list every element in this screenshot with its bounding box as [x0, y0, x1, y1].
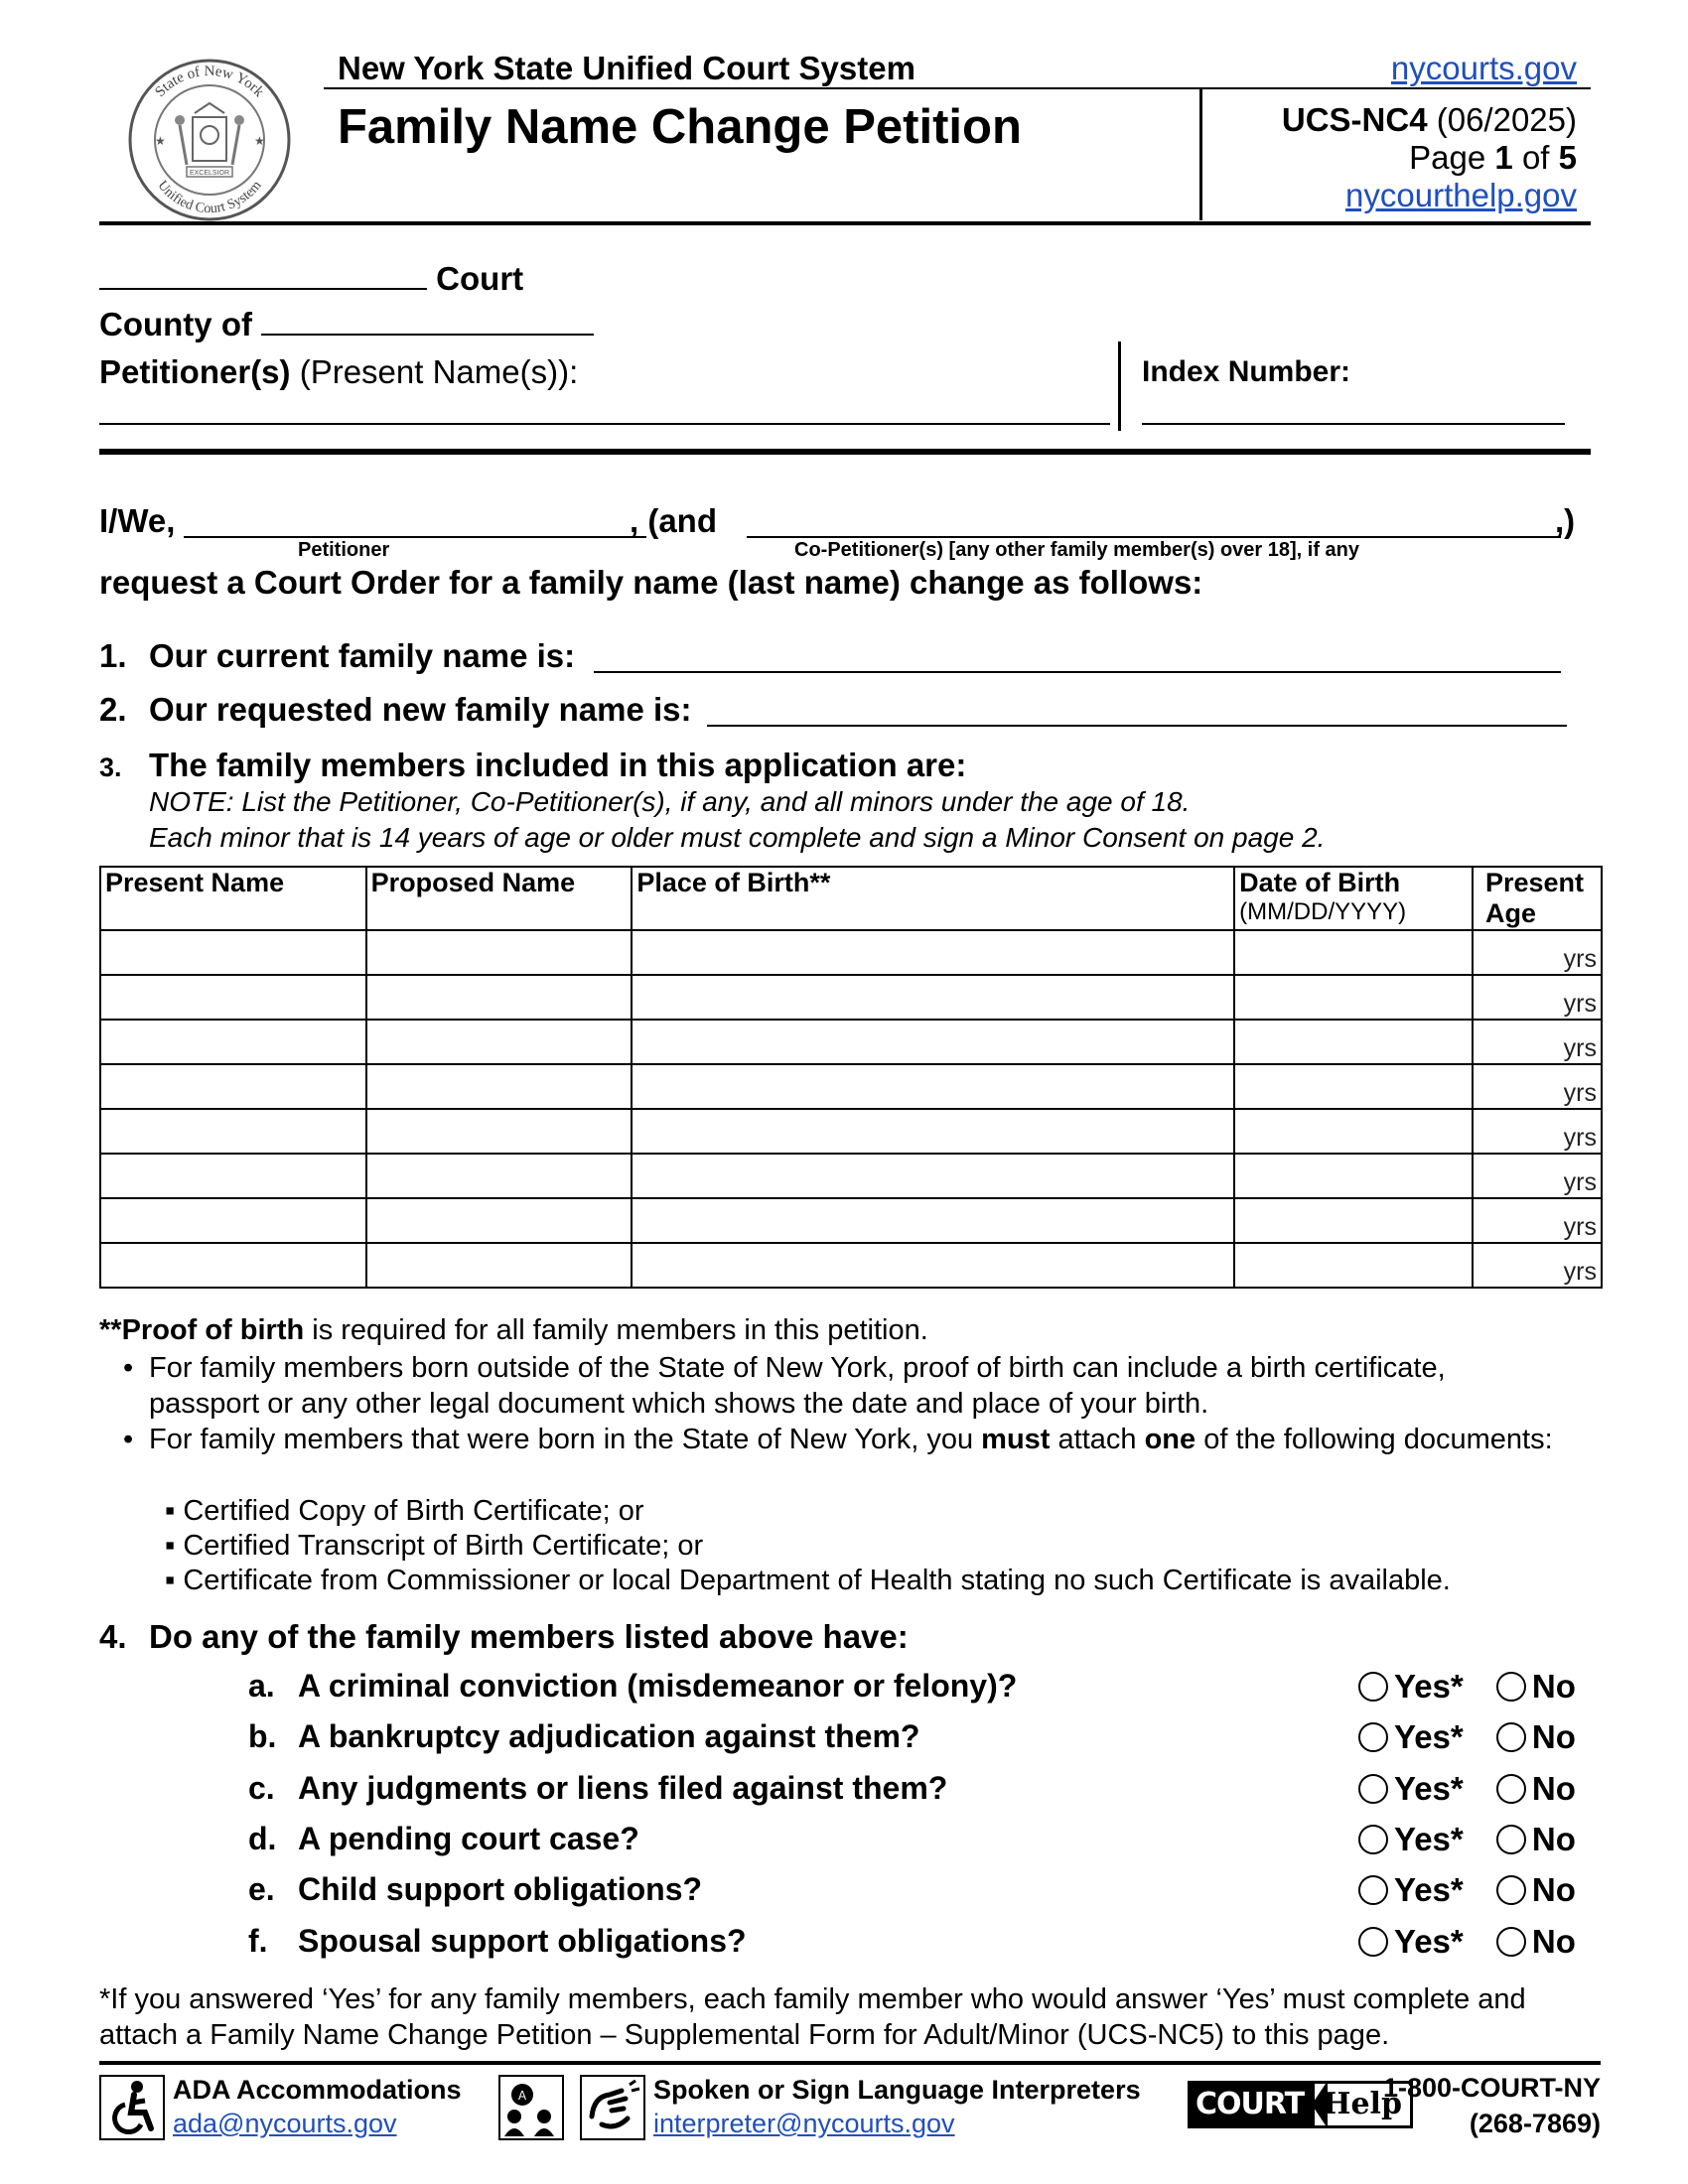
new-family-name-field[interactable]	[707, 725, 1567, 727]
q2-number: 2.	[99, 691, 127, 728]
col-date-of-birth: Date of Birth (MM/DD/YYYY)	[1234, 867, 1473, 930]
proposed-name-cell[interactable]	[366, 1109, 633, 1154]
age-cell[interactable]: yrs	[1473, 1109, 1602, 1154]
q4d-letter: d.	[248, 1821, 277, 1856]
proof-of-birth-lead: **Proof of birth is required for all family members in this petition.	[99, 1314, 928, 1346]
yes-footnote: *If you answered ‘Yes’ for any family members, each family member who would answer ‘Yes’ must complete and attach a Family Name Change Petition – Supplemental Form for Adult/Minor (UCS-NC5) to this page.	[99, 1983, 1526, 2051]
q4a-options	[1358, 1668, 1576, 1706]
place-of-birth-cell[interactable]	[632, 930, 1234, 975]
date-of-birth-cell[interactable]	[1234, 1243, 1473, 1288]
q4e-options	[1358, 1871, 1576, 1909]
sign-language-icon	[580, 2075, 645, 2140]
org-name: New York State Unified Court System	[338, 50, 915, 86]
current-family-name-field[interactable]	[594, 671, 1561, 673]
ada-title: ADA Accommodations	[173, 2075, 462, 2105]
interpreter-email-link[interactable]: interpreter@nycourts.gov	[653, 2109, 955, 2138]
table-row	[100, 975, 1602, 1020]
q3-note-2: Each minor that is 14 years of age or older must complete and sign a Minor Consent on page 2.	[149, 822, 1326, 853]
q3-note-1: NOTE: List the Petitioner, Co-Petitioner(s), if any, and all minors under the age of 18.	[149, 786, 1191, 817]
table-row	[100, 1154, 1602, 1198]
present-name-cell[interactable]	[100, 1109, 366, 1154]
index-number-label: Index Number:	[1142, 355, 1351, 388]
proposed-name-cell[interactable]	[366, 1243, 633, 1288]
petitioner-field[interactable]	[184, 536, 646, 538]
page-number: Page 1 of 5	[1409, 139, 1577, 176]
place-of-birth-cell[interactable]	[632, 1154, 1234, 1198]
footer-rule	[99, 2061, 1601, 2065]
proposed-name-cell[interactable]	[366, 1154, 633, 1198]
q3-number: 3.	[99, 752, 122, 782]
form-date: (06/2025)	[1436, 101, 1577, 138]
court-phone-number: (268-7869)	[1469, 2109, 1601, 2138]
and-label: , (and	[630, 502, 717, 539]
proof-subitem-1: ▪ Certified Copy of Birth Certificate; or	[165, 1495, 644, 1527]
present-name-cell[interactable]	[100, 930, 366, 975]
q4b-yes-radio[interactable]: Yes*	[1358, 1718, 1464, 1755]
proposed-name-cell[interactable]	[366, 1198, 633, 1243]
q4a-no-radio[interactable]: No	[1496, 1668, 1576, 1705]
header-rule	[99, 221, 1591, 225]
close-paren: ,)	[1555, 502, 1576, 539]
court-phone: 1-800-COURT-NY	[1382, 2073, 1601, 2103]
q4d-question: A pending court case?	[298, 1821, 639, 1856]
q4e-question: Child support obligations?	[298, 1871, 703, 1907]
caption-rule	[99, 449, 1591, 455]
age-cell[interactable]: yrs	[1473, 1020, 1602, 1064]
age-cell[interactable]: yrs	[1473, 1198, 1602, 1243]
index-number-field[interactable]	[1142, 423, 1565, 425]
age-cell[interactable]: yrs	[1473, 1243, 1602, 1288]
age-cell[interactable]: yrs	[1473, 930, 1602, 975]
age-cell[interactable]: yrs	[1473, 975, 1602, 1020]
present-name-cell[interactable]	[100, 1243, 366, 1288]
courthelp-logo-left: COURT	[1188, 2081, 1312, 2128]
proof-subitem-2: ▪ Certified Transcript of Birth Certificate; or	[165, 1530, 704, 1562]
place-of-birth-cell[interactable]	[632, 1020, 1234, 1064]
form-id	[1282, 101, 1577, 139]
court-name-field[interactable]	[99, 258, 427, 290]
age-cell[interactable]: yrs	[1473, 1064, 1602, 1109]
date-of-birth-cell[interactable]	[1234, 1154, 1473, 1198]
family-members-table	[99, 866, 1603, 1289]
proof-subitem-3: ▪ Certificate from Commissioner or local Department of Health stating no such Certificate is available.	[165, 1565, 1451, 1596]
caption-divider	[1118, 341, 1121, 431]
col-present-name: Present Name	[100, 867, 366, 930]
date-of-birth-cell[interactable]	[1234, 1064, 1473, 1109]
place-of-birth-cell[interactable]	[632, 1109, 1234, 1154]
date-of-birth-cell[interactable]	[1234, 1198, 1473, 1243]
court-seal	[125, 56, 294, 224]
interpreter-title: Spoken or Sign Language Interpreters	[653, 2075, 1141, 2105]
interpreter-icon	[498, 2075, 564, 2140]
seal-text-top: State of New York	[152, 63, 267, 101]
age-cell[interactable]: yrs	[1473, 1154, 1602, 1198]
petitioner-label: Petitioner(s)	[99, 353, 291, 390]
q4b-letter: b.	[248, 1718, 277, 1754]
q1-label: Our current family name is:	[149, 637, 576, 674]
q4d-yes-radio[interactable]: Yes*	[1358, 1821, 1464, 1857]
svg-text:State of New York	[152, 64, 267, 100]
proposed-name-cell[interactable]	[366, 1064, 633, 1109]
q4c-yes-radio[interactable]: Yes*	[1358, 1770, 1464, 1807]
q4f-question: Spousal support obligations?	[298, 1923, 747, 1959]
date-of-birth-cell[interactable]	[1234, 1020, 1473, 1064]
place-of-birth-cell[interactable]	[632, 1198, 1234, 1243]
nycourts-link[interactable]: nycourts.gov	[1390, 50, 1577, 86]
present-name-cell[interactable]	[100, 1154, 366, 1198]
q4e-yes-radio[interactable]: Yes*	[1358, 1871, 1464, 1908]
q4f-options	[1358, 1923, 1576, 1961]
q4a-yes-radio[interactable]: Yes*	[1358, 1668, 1464, 1705]
table-header-row	[100, 867, 1602, 930]
table-row	[100, 930, 1602, 975]
petitioner-caption: Petitioner	[298, 539, 390, 561]
seal-banner: EXCELSIOR	[189, 170, 230, 177]
request-text: request a Court Order for a family name (last name) change as follows:	[99, 564, 1203, 601]
present-name-cell[interactable]	[100, 1198, 366, 1243]
county-label: County of	[99, 306, 252, 342]
header-divider	[1199, 89, 1202, 220]
date-of-birth-cell[interactable]	[1234, 975, 1473, 1020]
ada-icon	[99, 2075, 165, 2140]
iwe-label: I/We,	[99, 502, 176, 539]
q4-number: 4.	[99, 1618, 127, 1655]
courthelp-logo-right: Help	[1312, 2081, 1413, 2128]
present-name-cell[interactable]	[100, 1064, 366, 1109]
q4e-no-radio[interactable]: No	[1496, 1871, 1576, 1908]
table-row	[100, 1243, 1602, 1288]
q4d-options	[1358, 1821, 1576, 1858]
q4e-letter: e.	[248, 1871, 275, 1907]
proposed-name-cell[interactable]	[366, 1020, 633, 1064]
interpreter-badge-text: A	[517, 2089, 527, 2103]
page-title: Family Name Change Petition	[338, 100, 1022, 154]
q4c-letter: c.	[248, 1770, 275, 1806]
proposed-name-cell[interactable]	[366, 975, 633, 1020]
q4c-question: Any judgments or liens filed against them?	[298, 1770, 948, 1806]
date-of-birth-cell[interactable]	[1234, 930, 1473, 975]
present-name-cell[interactable]	[100, 975, 366, 1020]
petitioner-name-field[interactable]	[99, 423, 1110, 425]
place-of-birth-cell[interactable]	[632, 1064, 1234, 1109]
q4c-no-radio[interactable]: No	[1496, 1770, 1576, 1807]
table-row	[100, 1198, 1602, 1243]
svg-text:★: ★	[254, 134, 265, 148]
q3-label: The family members included in this application are:	[149, 747, 967, 783]
copetitioner-field[interactable]	[747, 536, 1561, 538]
svg-text:★: ★	[155, 134, 166, 148]
court-label: Court	[436, 260, 524, 297]
q1-number: 1.	[99, 637, 127, 674]
proof-bullet-1: • For family members born outside of the State of New York, proof of birth can include a birth certificate, passport or any other legal document which shows the date and place of your birth.	[123, 1352, 1446, 1420]
q4-title: Do any of the family members listed above have:	[149, 1618, 909, 1655]
petitioner-sublabel: (Present Name(s)):	[299, 353, 579, 390]
seal-text-bottom: Unified Court System	[154, 178, 265, 217]
q4a-letter: a.	[248, 1668, 275, 1704]
q4f-no-radio[interactable]: No	[1496, 1923, 1576, 1960]
q4b-question: A bankruptcy adjudication against them?	[298, 1718, 920, 1754]
proposed-name-cell[interactable]	[366, 930, 633, 975]
q4d-no-radio[interactable]: No	[1496, 1821, 1576, 1857]
present-name-cell[interactable]	[100, 1020, 366, 1064]
col-place-of-birth: Place of Birth**	[632, 867, 1234, 930]
table-row	[100, 1020, 1602, 1064]
copetitioner-caption: Co-Petitioner(s) [any other family member(s) over 18], if any	[794, 539, 1360, 561]
place-of-birth-cell[interactable]	[632, 975, 1234, 1020]
place-of-birth-cell[interactable]	[632, 1243, 1234, 1288]
courthelp-link[interactable]: nycourthelp.gov	[1345, 177, 1577, 213]
ada-email-link[interactable]: ada@nycourts.gov	[173, 2109, 397, 2138]
col-present-age: Present Age	[1473, 867, 1602, 930]
courthelp-logo	[1188, 2081, 1413, 2128]
q2-label: Our requested new family name is:	[149, 691, 692, 728]
col-proposed-name: Proposed Name	[366, 867, 633, 930]
q4b-no-radio[interactable]: No	[1496, 1718, 1576, 1755]
q4c-options	[1358, 1770, 1576, 1808]
table-row	[100, 1109, 1602, 1154]
date-of-birth-cell[interactable]	[1234, 1109, 1473, 1154]
table-row	[100, 1064, 1602, 1109]
q4f-letter: f.	[248, 1923, 268, 1959]
county-field[interactable]	[261, 304, 594, 336]
q4a-question: A criminal conviction (misdemeanor or felony)?	[298, 1668, 1018, 1704]
form-code: UCS-NC4	[1281, 101, 1428, 138]
q4b-options	[1358, 1718, 1576, 1756]
proof-bullet-2: • For family members that were born in the State of New York, you must attach one of the following documents:	[123, 1424, 1553, 1455]
q4f-yes-radio[interactable]: Yes*	[1358, 1923, 1464, 1960]
